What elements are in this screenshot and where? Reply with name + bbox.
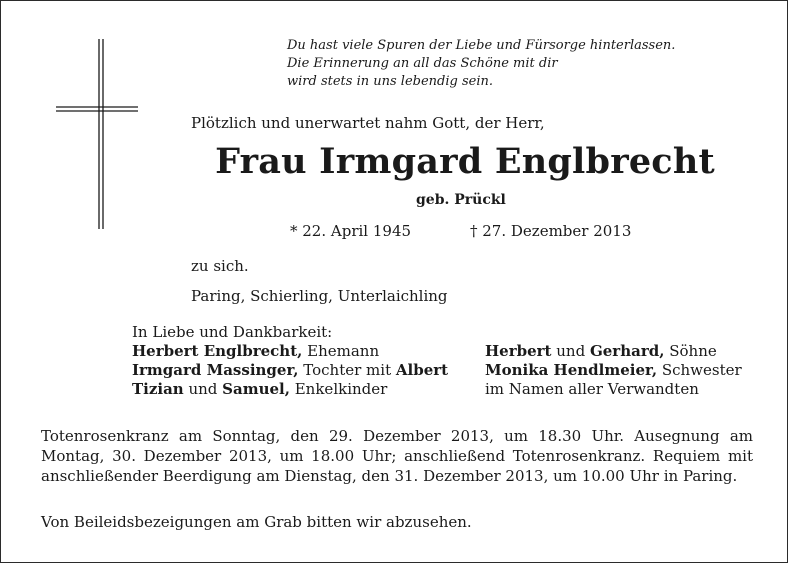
places: Paring, Schierling, Unterlaichling [191, 287, 448, 305]
mourners-left [132, 323, 448, 399]
mourner-relation: Ehemann [302, 342, 380, 360]
mourner-name: Herbert Englbrecht, [132, 342, 303, 360]
mourner-name: Irmgard Massinger, [132, 361, 299, 379]
mourner-relation: und [551, 342, 590, 360]
mourner-name: Albert [395, 361, 449, 379]
mourner-line [132, 380, 448, 399]
mourners-right [485, 342, 742, 399]
mourner-relation: Söhne [664, 342, 717, 360]
poem-line: Du hast viele Spuren der Liebe und Fürsorge hinterlassen. [287, 38, 676, 53]
mourner-relation: und [183, 380, 223, 398]
poem [287, 37, 675, 91]
death-date: † 27. Dezember 2013 [470, 222, 632, 240]
birth-name: geb. Prückl [416, 192, 506, 208]
mourner-name: Gerhard, [589, 342, 665, 360]
birth-date: * 22. April 1945 [290, 222, 412, 240]
poem-line: Die Erinnerung an all das Schöne mit dir [287, 56, 558, 71]
funeral-details: Totenrosenkranz am Sonntag, den 29. Dezember 2013, um 18.30 Uhr. Ausegnung am Montag, 30. Dezember 2013, um 18.00 Uhr; anschließend Totenrosenkranz. Requiem mit anschließender Beerdigung am Dienstag, den 31. Dezember 2013, um 10.00 Uhr in Paring. [41, 427, 753, 485]
mourner-line [132, 342, 448, 361]
mourner-relation: Tochter mit [298, 361, 396, 379]
to-him-text: zu sich. [191, 257, 249, 275]
mourner-name: Monika Hendlmeier, [485, 361, 658, 379]
mourner-line [485, 380, 742, 399]
mourners-heading: In Liebe und Dankbarkeit: [132, 323, 333, 341]
mourner-relation: Schwester [657, 361, 742, 379]
closing-note: Von Beileidsbezeigungen am Grab bitten wir abzusehen. [41, 513, 472, 531]
mourner-line [485, 342, 742, 361]
mourner-name: Herbert [485, 342, 552, 360]
cross-icon [56, 39, 138, 229]
mourner-relation: Enkelkinder [289, 380, 388, 398]
mourner-name: Tizian [132, 380, 184, 398]
mourner-line [485, 361, 742, 380]
deceased-name: Frau Irmgard Englbrecht [215, 141, 715, 182]
poem-line: wird stets in uns lebendig sein. [287, 74, 493, 89]
intro-text: Plötzlich und unerwartet nahm Gott, der Herr, [191, 114, 545, 132]
mourner-line [132, 361, 448, 380]
mourner-name: Samuel, [222, 380, 290, 398]
mourner-relation: im Namen aller Verwandten [485, 380, 699, 398]
